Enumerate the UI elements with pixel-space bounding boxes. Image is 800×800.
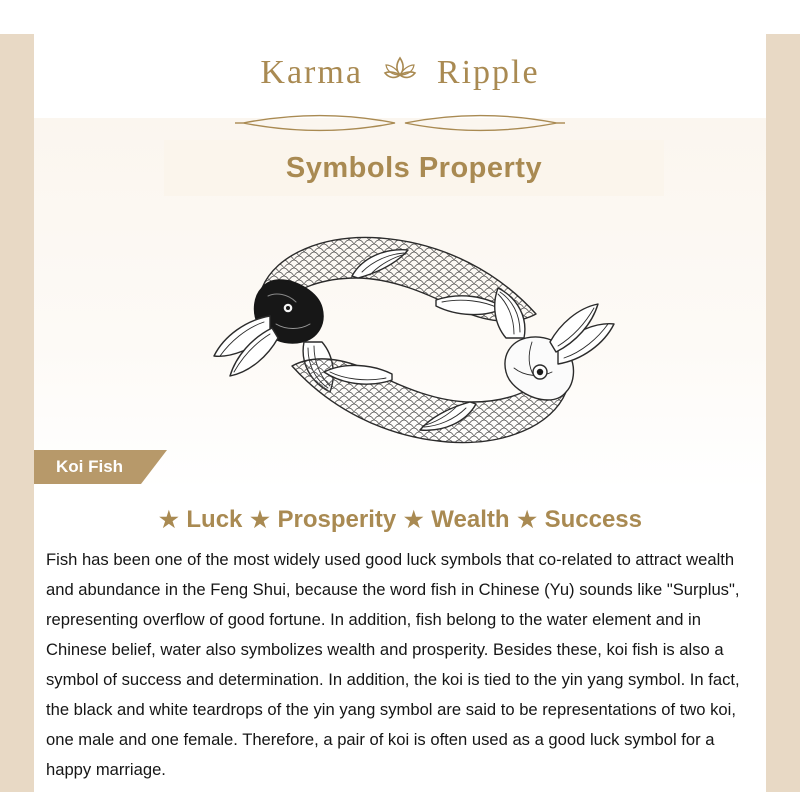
keyword-list xyxy=(34,506,766,534)
star-icon: ★ xyxy=(517,507,537,532)
brand-name-right: Ripple xyxy=(436,54,540,91)
description-paragraph: Fish has been one of the most widely used good luck symbols that co-related to attract wealth and abundance in the Feng Shui, because the word fish in Chinese (Yu) sounds like "Surplus", representing overflow of good fortune. In addition, fish belong to the water element and in Chinese belief, water also symbolizes wealth and prosperity. Besides these, koi fish is also a symbol of success and determination. In addition, the koi is tied to the yin yang symbol. In fact, the black and white teardrops of the yin yang symbol are said to be representations of two koi, one male and one female. Therefore, a pair of koi is often used as a good luck symbol for a happy marriage. xyxy=(46,550,740,779)
lotus-icon xyxy=(373,50,427,96)
corner-notch-top-right xyxy=(766,0,800,34)
symbol-label xyxy=(34,450,141,484)
keyword-wealth: Wealth xyxy=(431,506,510,533)
symbol-label-ribbon xyxy=(34,450,167,484)
star-icon: ★ xyxy=(403,507,424,532)
brand-lockup xyxy=(260,50,539,96)
star-icon: ★ xyxy=(250,507,270,532)
keyword-luck: Luck xyxy=(186,506,243,533)
bottom-crop-strip xyxy=(0,792,800,800)
keyword-prosperity: Prosperity xyxy=(277,506,397,533)
page-title xyxy=(164,140,664,196)
brand-name-left: Karma xyxy=(260,54,363,91)
corner-notch-top-left xyxy=(0,0,34,34)
brand-header xyxy=(34,34,766,112)
content-canvas xyxy=(34,0,766,800)
ribbon-tail xyxy=(141,450,167,484)
koi-fish-illustration xyxy=(184,196,644,482)
page-title-text: Symbols Property xyxy=(285,151,543,184)
star-icon: ★ xyxy=(158,507,179,532)
description-block xyxy=(22,545,778,785)
keyword-success: Success xyxy=(544,506,642,533)
symbol-label-text: Koi Fish xyxy=(56,457,124,476)
